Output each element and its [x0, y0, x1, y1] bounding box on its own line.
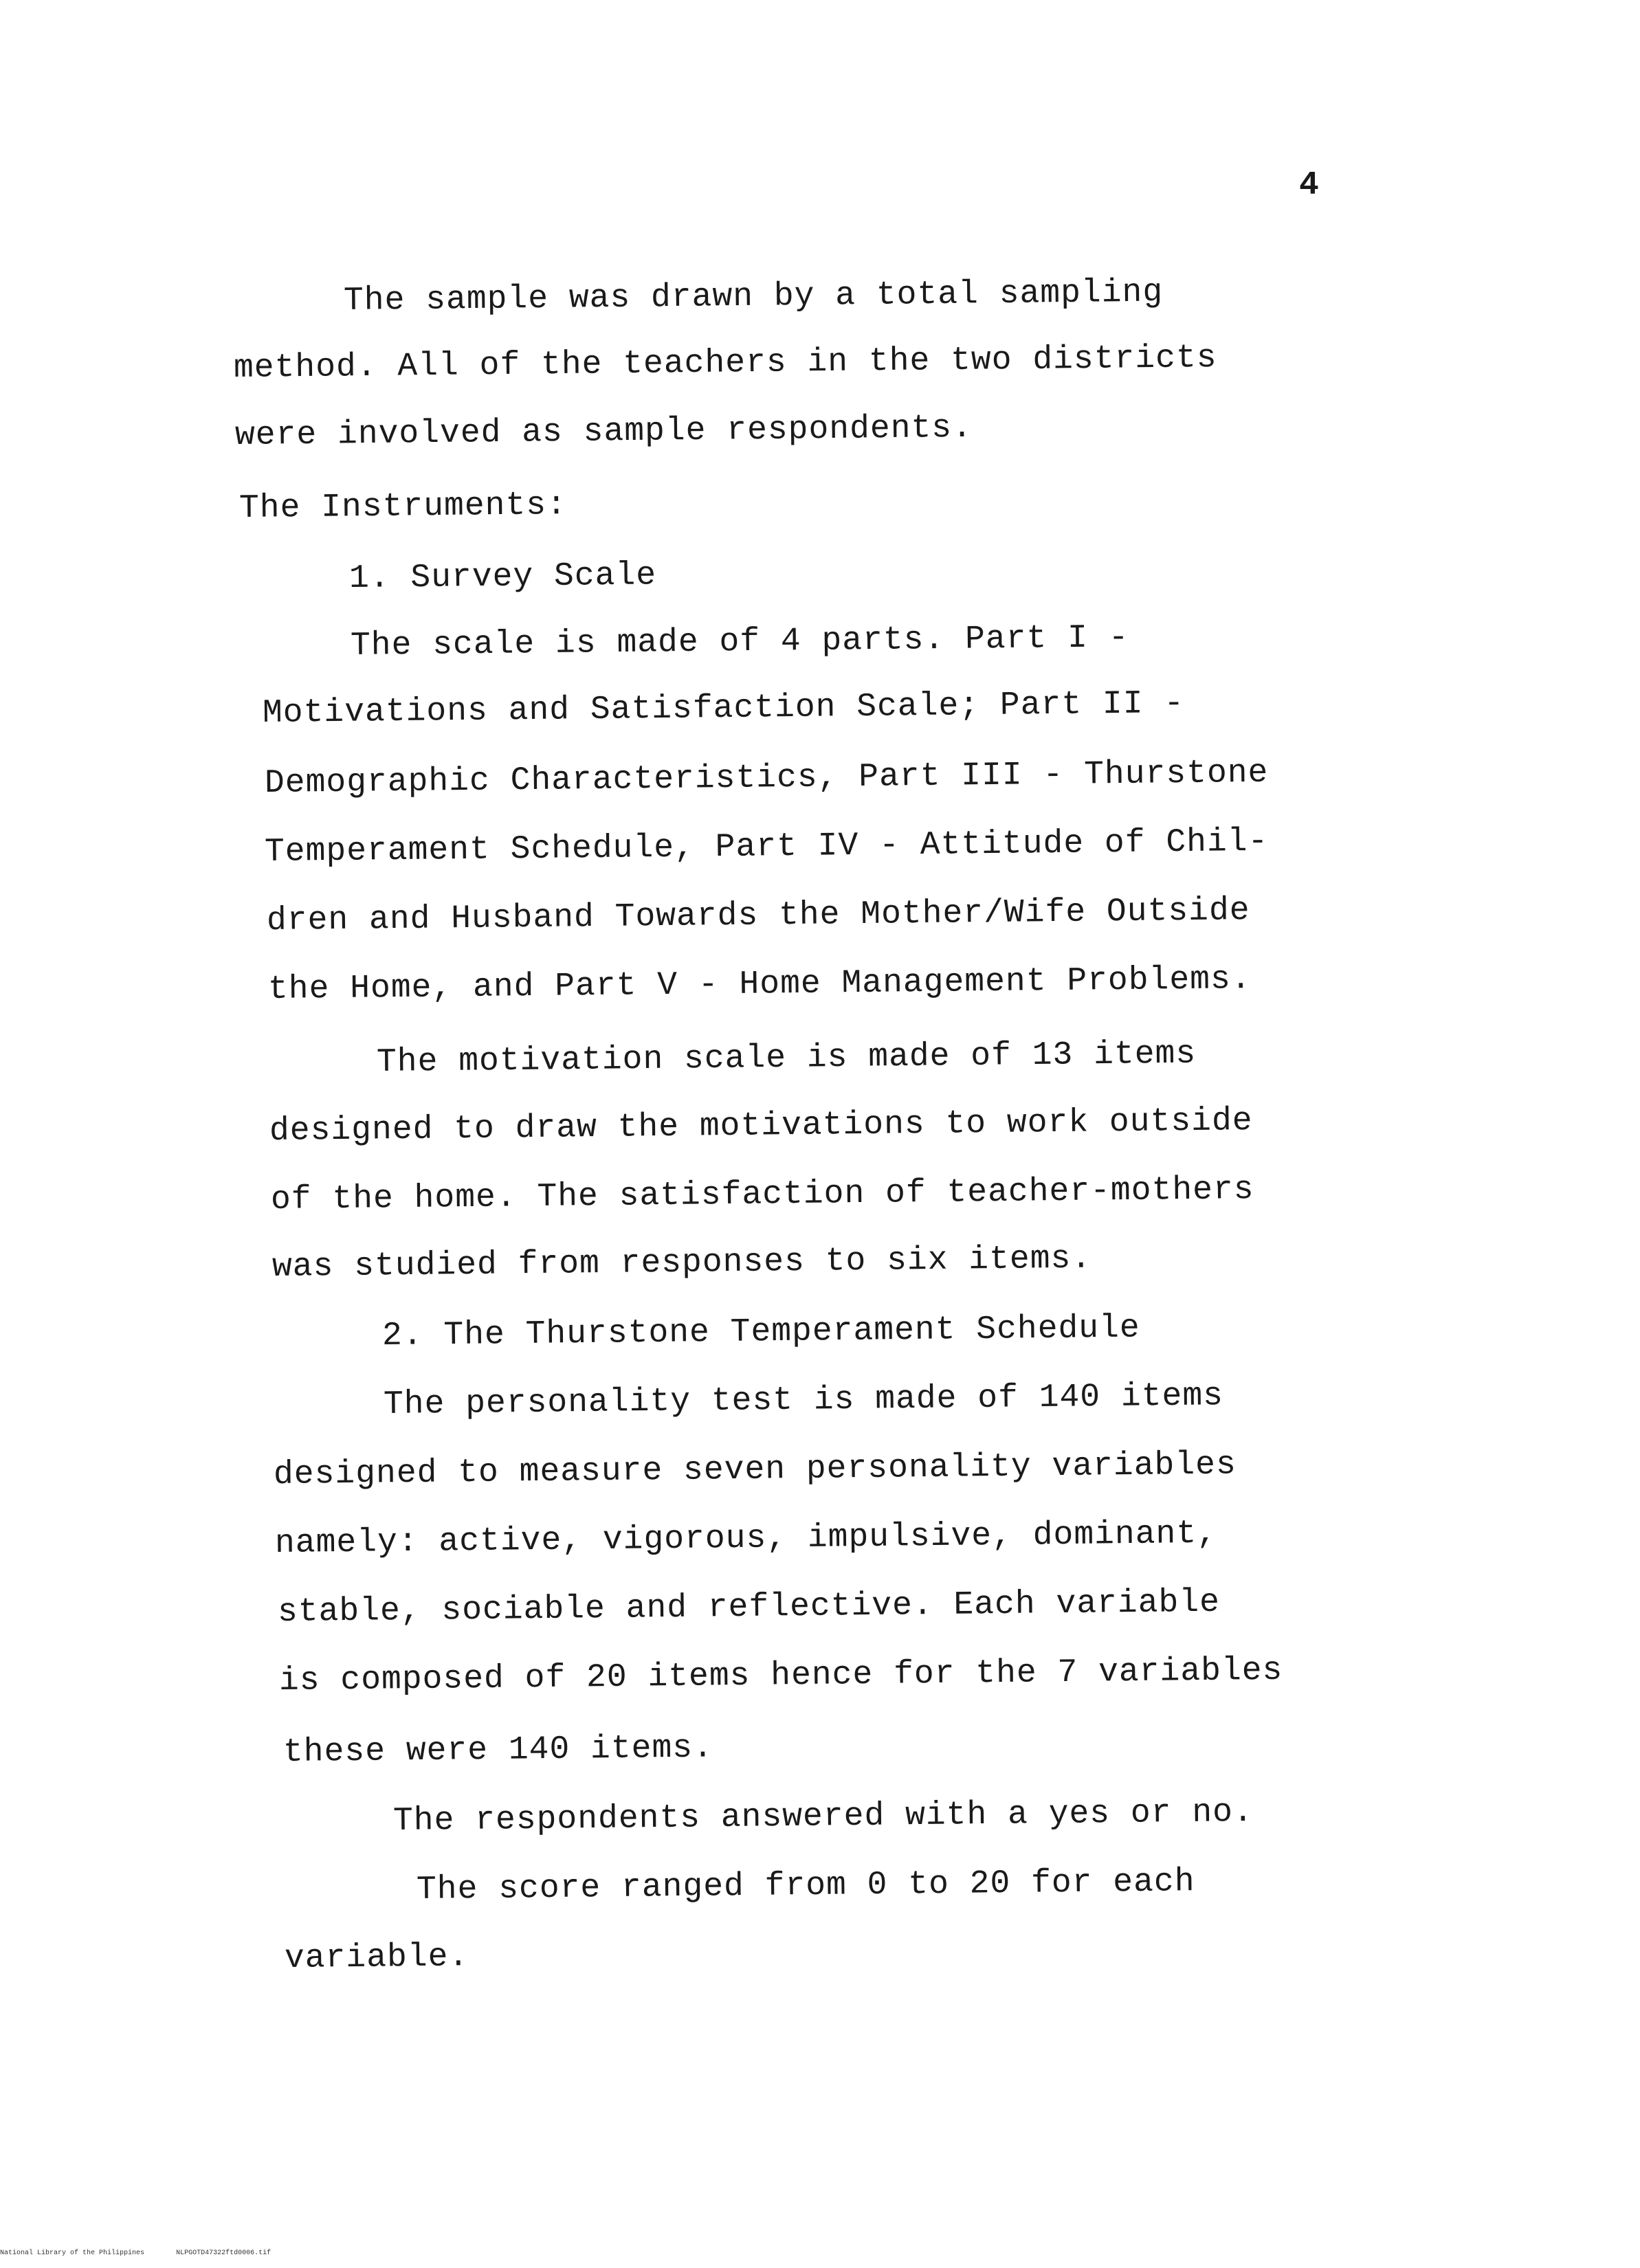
text-line: is composed of 20 items hence for the 7 variables	[278, 1652, 1283, 1700]
text-line: designed to measure seven personality variables	[273, 1446, 1237, 1493]
subsection-heading: 1. Survey Scale	[348, 557, 657, 597]
text-line: the Home, and Part V - Home Management Problems.	[267, 961, 1252, 1008]
text-line: The score ranged from 0 to 20 for each	[416, 1863, 1195, 1909]
text-line: The sample was drawn by a total sampling	[343, 274, 1164, 320]
text-line: was studied from responses to six items.	[272, 1240, 1092, 1286]
text-line: designed to draw the motivations to work outside	[269, 1102, 1253, 1150]
text-line: these were 140 items.	[282, 1729, 714, 1771]
text-line: Motivations and Satisfaction Scale; Part II -	[262, 685, 1185, 732]
subsection-heading: 2. The Thurstone Temperament Schedule	[381, 1309, 1141, 1355]
page-number: 4	[1299, 167, 1319, 204]
text-line: method. All of the teachers in the two districts	[233, 340, 1217, 387]
text-line: The scale is made of 4 parts. Part I -	[350, 619, 1129, 665]
text-line: The personality test is made of 140 items	[383, 1377, 1224, 1423]
text-line: stable, sociable and reflective. Each variable	[277, 1583, 1221, 1631]
text-line: of the home. The satisfaction of teacher-mothers	[270, 1171, 1254, 1219]
footer-filename: NLPGOTD47322ftd0006.tif	[176, 2249, 272, 2257]
section-heading: The Instruments:	[239, 487, 568, 527]
text-line: variable.	[284, 1938, 469, 1977]
text-line: were involved as sample respondents.	[234, 409, 973, 454]
text-line: The motivation scale is made of 13 items	[376, 1035, 1197, 1081]
text-line: Demographic Characteristics, Part III - Thurstone	[264, 754, 1269, 802]
footer-library: National Library of the Philippines	[0, 2249, 145, 2257]
text-line: namely: active, vigorous, impulsive, dominant,	[274, 1515, 1218, 1562]
text-line: The respondents answered with a yes or no.	[392, 1793, 1254, 1840]
text-line: dren and Husband Towards the Mother/Wife Outside	[266, 892, 1250, 940]
scan-footer	[0, 2249, 298, 2258]
text-line: Temperament Schedule, Part IV - Attitude of Chil-	[264, 823, 1269, 871]
